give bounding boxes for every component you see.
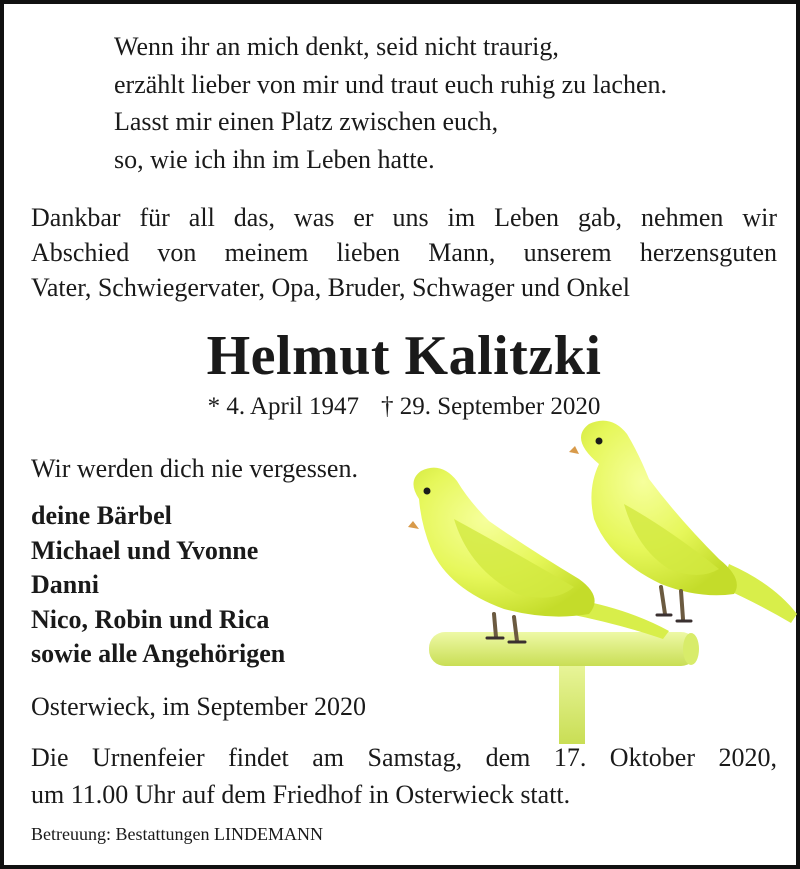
intro-line: Dankbar für all das, was er uns im Leben gab, nehmen wir bbox=[31, 203, 777, 232]
undertaker-credit: Betreuung: Bestattungen LINDEMANN bbox=[31, 824, 323, 844]
funeral-notice bbox=[31, 739, 777, 813]
poem bbox=[114, 28, 667, 178]
birth-date: * 4. April 1947 bbox=[207, 393, 359, 420]
death-date: † 29. September 2020 bbox=[380, 393, 601, 420]
intro-text bbox=[31, 200, 777, 305]
right-canary bbox=[569, 421, 797, 623]
perch-end bbox=[683, 633, 699, 665]
intro-line: Vater, Schwiegervater, Opa, Bruder, Schwager und Onkel bbox=[31, 273, 631, 302]
poem-line: Lasst mir einen Platz zwischen euch, bbox=[114, 107, 499, 136]
deceased-name: Helmut Kalitzki bbox=[206, 325, 602, 387]
family-member: Michael und Yvonne bbox=[31, 535, 259, 565]
canaries-illustration bbox=[399, 409, 799, 744]
family-member: deine Bärbel bbox=[31, 501, 172, 530]
poem-line: so, wie ich ihn im Leben hatte. bbox=[114, 144, 435, 174]
family-member: sowie alle Angehörigen bbox=[31, 639, 286, 668]
family-member: Danni bbox=[31, 570, 99, 599]
farewell-line: Wir werden dich nie vergessen. bbox=[31, 454, 358, 483]
family-member: Nico, Robin und Rica bbox=[31, 604, 270, 634]
poem-line: erzählt lieber von mir und traut euch ruhig zu lachen. bbox=[114, 69, 668, 99]
poem-line: Wenn ihr an mich denkt, seid nicht traurig, bbox=[114, 32, 559, 61]
perch-bar bbox=[429, 632, 697, 666]
intro-line: Abschied von meinem lieben Mann, unserem herzensguten bbox=[31, 238, 777, 267]
family-list bbox=[31, 499, 285, 672]
funeral-line: um 11.00 Uhr auf dem Friedhof in Osterwieck statt. bbox=[31, 780, 571, 809]
funeral-line: Die Urnenfeier findet am Samstag, dem 17. Oktober 2020, bbox=[31, 743, 777, 772]
place-date: Osterwieck, im September 2020 bbox=[31, 692, 367, 721]
